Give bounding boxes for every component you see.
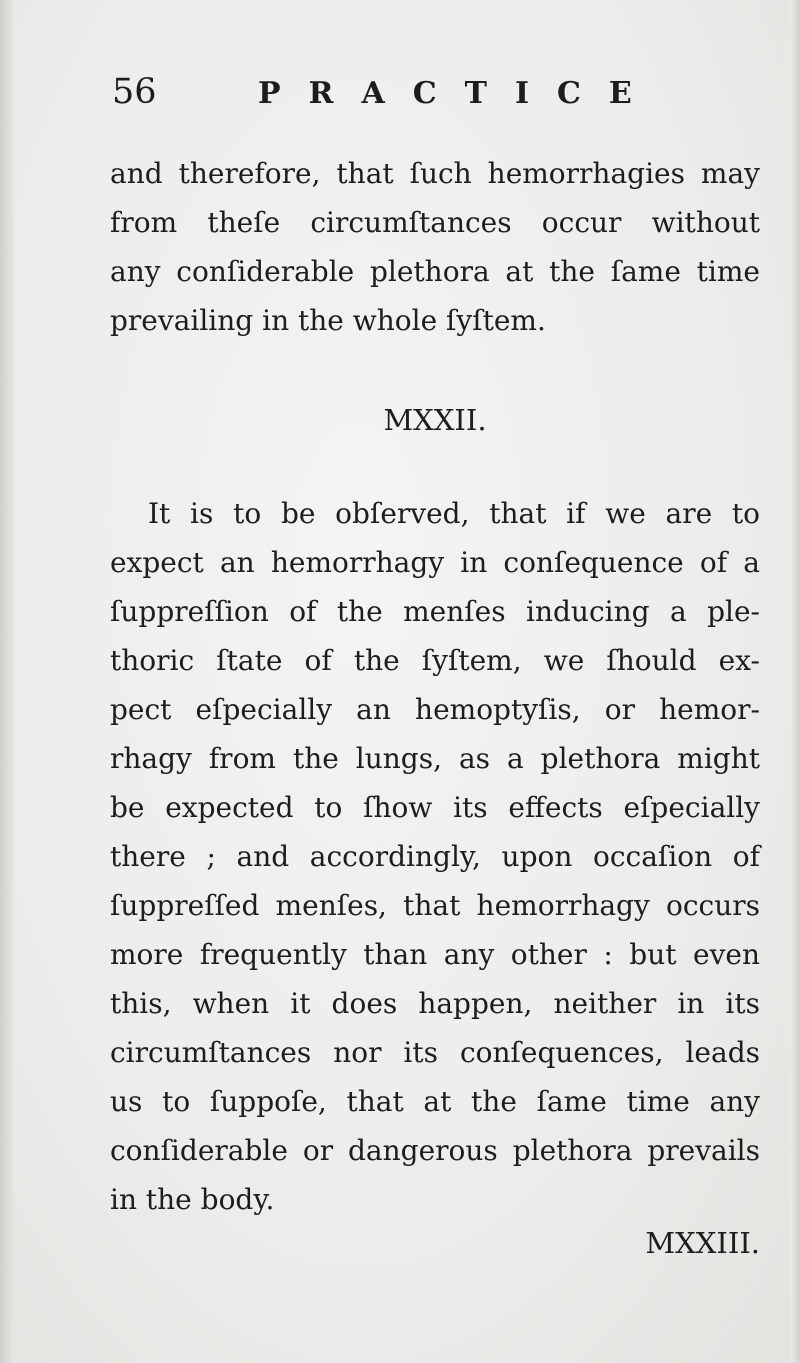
- text-line: ſuppreſſed menſes, that hemorrhagy occurs: [110, 889, 760, 922]
- text-line: rhagy from the lungs, as a plethora might: [110, 742, 760, 775]
- text-line: more frequently than any other : but even: [110, 938, 760, 971]
- text-line: any conſiderable plethora at the ſame time: [110, 255, 760, 288]
- page-number: 56: [112, 72, 157, 112]
- text-line: be expected to ſhow its effects eſpecially: [110, 791, 760, 824]
- text-line: pect eſpecially an hemoptyſis, or hemor-: [110, 693, 760, 726]
- text-line: ſuppreſſion of the menſes inducing a ple-: [110, 595, 760, 628]
- text-line: in the body.: [110, 1183, 275, 1216]
- text-line: there ; and accordingly, upon occaſion of: [110, 840, 760, 873]
- text-line: us to ſuppoſe, that at the ſame time any: [110, 1085, 760, 1118]
- text-line: It is to be obſerved, that if we are to: [148, 497, 760, 530]
- running-head: PRACTICE: [258, 76, 660, 111]
- text-line: thoric ſtate of the ſyſtem, we ſhould ex-: [110, 644, 760, 677]
- text-line: expect an hemorrhagy in conſequence of a: [110, 546, 760, 579]
- text-line: conſiderable or dangerous plethora prevails: [110, 1134, 760, 1167]
- page-gutter: [0, 0, 14, 1363]
- text-line: this, when it does happen, neither in its: [110, 987, 760, 1020]
- text-line: and therefore, that ſuch hemorrhagies may: [110, 157, 760, 190]
- page-header: [112, 72, 772, 132]
- text-line: prevailing in the whole ſyſtem.: [110, 304, 546, 337]
- text-line: circumſtances nor its conſequences, leads: [110, 1036, 760, 1069]
- section-number: MXXII.: [383, 403, 487, 437]
- catchword: MXXIII.: [645, 1226, 760, 1260]
- page-edge: [790, 0, 800, 1363]
- text-line: from theſe circumſtances occur without: [110, 206, 760, 239]
